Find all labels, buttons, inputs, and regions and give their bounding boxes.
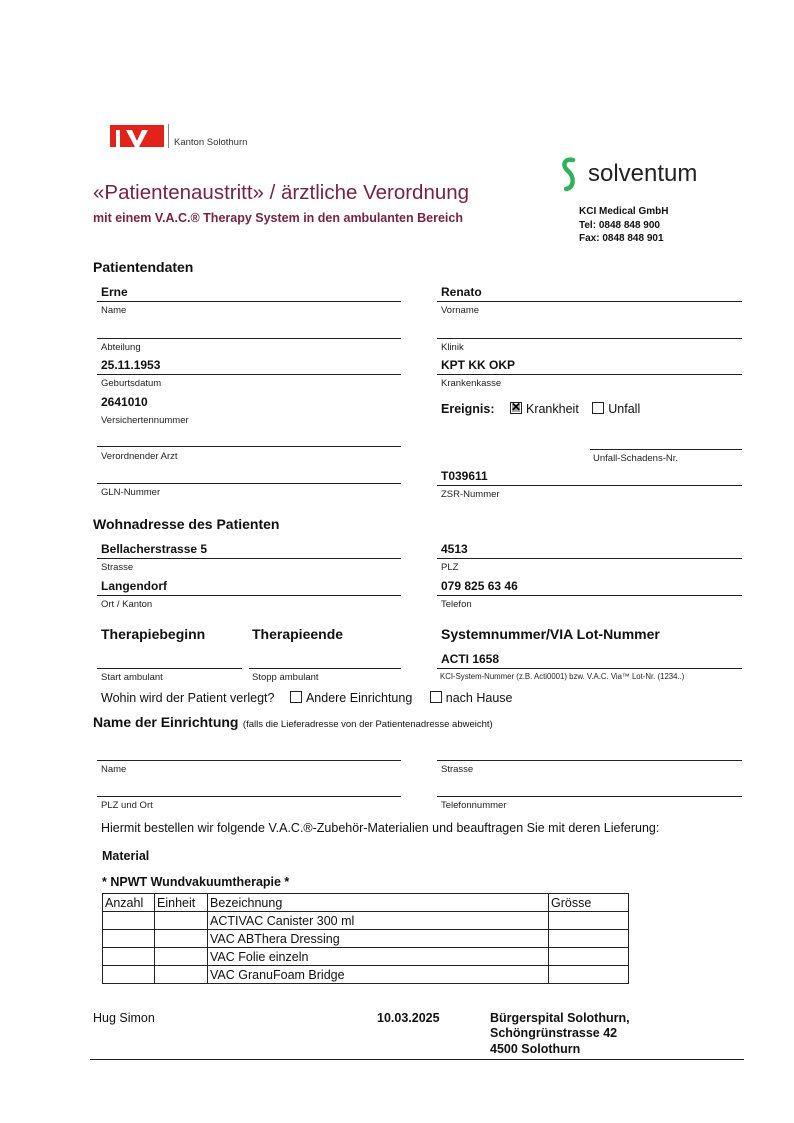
col-einheit: Einheit bbox=[155, 894, 208, 912]
arzt-line bbox=[97, 446, 401, 447]
footer-address-3: 4500 Solothurn bbox=[490, 1042, 581, 1056]
canton-label: Kanton Solothurn bbox=[174, 137, 248, 148]
plz-line bbox=[437, 558, 742, 559]
arzt-label: Verordnender Arzt bbox=[101, 451, 178, 462]
name-label: Name bbox=[101, 305, 127, 316]
groesse-cell[interactable] bbox=[549, 930, 629, 948]
table-row bbox=[103, 948, 629, 966]
nach-hause-checkbox[interactable] bbox=[430, 691, 442, 703]
einrichtung-telefon-label: Telefonnummer bbox=[441, 800, 507, 811]
einrichtung-plz-label: PLZ und Ort bbox=[101, 800, 153, 811]
ort-line bbox=[97, 595, 401, 596]
andere-einrichtung-checkbox[interactable] bbox=[290, 691, 302, 703]
footer-name: Hug Simon bbox=[93, 1011, 155, 1025]
ereignis-row bbox=[441, 402, 640, 416]
zsr-line bbox=[437, 485, 742, 486]
material-title: Material bbox=[102, 849, 150, 863]
section-wohnadresse: Wohnadresse des Patienten bbox=[93, 516, 280, 532]
anzahl-cell[interactable] bbox=[103, 948, 155, 966]
plz-label: PLZ bbox=[441, 562, 459, 573]
start-label: Start ambulant bbox=[101, 672, 163, 683]
einrichtung-name-label: Name bbox=[101, 764, 127, 775]
vorname-line bbox=[437, 301, 742, 302]
name-line bbox=[97, 301, 401, 302]
geburtsdatum-label: Geburtsdatum bbox=[101, 378, 162, 389]
gln-label: GLN-Nummer bbox=[101, 487, 161, 498]
name-value[interactable]: Erne bbox=[101, 285, 128, 299]
ort-label: Ort / Kanton bbox=[101, 599, 153, 610]
brand-name: solventum bbox=[588, 160, 698, 187]
strasse-line bbox=[97, 558, 401, 559]
table-header-row bbox=[103, 894, 629, 912]
stopp-label: Stopp ambulant bbox=[252, 672, 319, 683]
plz-value[interactable]: 4513 bbox=[441, 542, 468, 556]
groesse-cell[interactable] bbox=[549, 966, 629, 984]
systemnummer-title: Systemnummer/VIA Lot-Nummer bbox=[441, 626, 660, 642]
col-groesse: Grösse bbox=[549, 894, 629, 912]
strasse-label: Strasse bbox=[101, 562, 134, 573]
einrichtung-title: Name der Einrichtung bbox=[93, 714, 239, 730]
solventum-logo-icon bbox=[556, 155, 586, 195]
page-subtitle: mit einem V.A.C.® Therapy System in den ambulanten Bereich bbox=[93, 211, 463, 225]
einrichtung-heading bbox=[93, 714, 493, 732]
groesse-cell[interactable] bbox=[549, 948, 629, 966]
table-row bbox=[103, 966, 629, 984]
system-line bbox=[437, 668, 742, 669]
verlegung-question: Wohin wird der Patient verlegt? bbox=[101, 691, 275, 705]
company-fax: Fax: 0848 848 901 bbox=[579, 233, 664, 244]
npwt-title: * NPWT Wundvakuumtherapie * bbox=[102, 875, 290, 889]
versicherten-label: Versichertennummer bbox=[101, 415, 189, 426]
system-label: KCI-System-Nummer (z.B. Acti0001) bzw. V.A.C. Via™ Lot-Nr. (1234..) bbox=[440, 672, 685, 681]
start-line bbox=[97, 668, 242, 669]
unfall-nr-label: Unfall-Schadens-Nr. bbox=[593, 453, 679, 464]
einheit-cell[interactable] bbox=[155, 930, 208, 948]
table-row bbox=[103, 930, 629, 948]
einheit-cell[interactable] bbox=[155, 912, 208, 930]
strasse-value[interactable]: Bellacherstrasse 5 bbox=[101, 542, 208, 556]
company-name: KCI Medical GmbH bbox=[579, 206, 669, 217]
footer-line bbox=[90, 1059, 744, 1060]
col-bezeichnung: Bezeichnung bbox=[208, 894, 549, 912]
col-anzahl: Anzahl bbox=[103, 894, 155, 912]
verlegung-row bbox=[101, 691, 512, 705]
abteilung-label: Abteilung bbox=[101, 342, 141, 353]
krankenkasse-value[interactable]: KPT KK OKP bbox=[441, 358, 516, 372]
anzahl-cell[interactable] bbox=[103, 912, 155, 930]
therapiebeginn-title: Therapiebeginn bbox=[101, 626, 206, 642]
page-title: «Patientenaustritt» / ärztliche Verordnung bbox=[93, 181, 470, 204]
footer-date: 10.03.2025 bbox=[377, 1011, 440, 1025]
einrichtung-telefon-line bbox=[437, 796, 742, 797]
einrichtung-strasse-label: Strasse bbox=[441, 764, 474, 775]
einrichtung-note: (falls die Lieferadresse von der Patientenadresse abweicht) bbox=[242, 719, 493, 730]
table-row bbox=[103, 912, 629, 930]
bezeichnung-cell: VAC Folie einzeln bbox=[208, 948, 549, 966]
order-text: Hiermit bestellen wir folgende V.A.C.®-Zubehör-Materialien und beauftragen Sie mit deren Lieferung: bbox=[101, 821, 660, 835]
abteilung-line bbox=[97, 338, 401, 339]
telefon-value[interactable]: 079 825 63 46 bbox=[441, 579, 518, 593]
telefon-label: Telefon bbox=[441, 599, 472, 610]
nach-hause-label: nach Hause bbox=[445, 691, 513, 705]
logo-divider bbox=[168, 124, 169, 148]
unfall-nr-line bbox=[590, 449, 742, 450]
einrichtung-name-line bbox=[97, 760, 401, 761]
unfall-label: Unfall bbox=[608, 402, 641, 416]
system-value[interactable]: ACTI 1658 bbox=[441, 652, 500, 666]
kanton-solothurn-logo bbox=[110, 125, 164, 147]
klinik-label: Klinik bbox=[441, 342, 464, 353]
andere-einrichtung-label: Andere Einrichtung bbox=[305, 691, 413, 705]
einrichtung-plz-line bbox=[97, 796, 401, 797]
footer-address-1: Bürgerspital Solothurn, bbox=[490, 1011, 630, 1025]
krankheit-label: Krankheit bbox=[525, 402, 579, 416]
vorname-label: Vorname bbox=[441, 305, 480, 316]
anzahl-cell[interactable] bbox=[103, 966, 155, 984]
bezeichnung-cell: VAC GranuFoam Bridge bbox=[208, 966, 549, 984]
anzahl-cell[interactable] bbox=[103, 930, 155, 948]
einheit-cell[interactable] bbox=[155, 948, 208, 966]
zsr-value[interactable]: T039611 bbox=[441, 469, 488, 483]
groesse-cell[interactable] bbox=[549, 912, 629, 930]
material-table bbox=[102, 893, 629, 984]
footer-address-2: Schöngrünstrasse 42 bbox=[490, 1026, 618, 1040]
zsr-label: ZSR-Nummer bbox=[441, 489, 500, 500]
vorname-value[interactable]: Renato bbox=[441, 285, 482, 299]
klinik-line bbox=[437, 338, 742, 339]
einheit-cell[interactable] bbox=[155, 966, 208, 984]
krankenkasse-label: Krankenkasse bbox=[441, 378, 502, 389]
einrichtung-strasse-line bbox=[437, 760, 742, 761]
stopp-line bbox=[249, 668, 401, 669]
gln-line bbox=[97, 483, 401, 484]
geburtsdatum-line bbox=[97, 374, 401, 375]
bezeichnung-cell: ACTIVAC Canister 300 ml bbox=[208, 912, 549, 930]
therapieende-title: Therapieende bbox=[252, 626, 344, 642]
company-tel: Tel: 0848 848 900 bbox=[579, 220, 660, 231]
ort-value[interactable]: Langendorf bbox=[101, 579, 167, 593]
unfall-checkbox[interactable] bbox=[592, 402, 604, 414]
bezeichnung-cell: VAC ABThera Dressing bbox=[208, 930, 549, 948]
geburtsdatum-value[interactable]: 25.11.1953 bbox=[101, 358, 161, 372]
telefon-line bbox=[437, 595, 742, 596]
ereignis-label: Ereignis: bbox=[441, 402, 495, 416]
section-patientendaten: Patientendaten bbox=[93, 259, 194, 275]
krankheit-checkbox[interactable] bbox=[510, 402, 522, 414]
versicherten-value[interactable]: 2641010 bbox=[101, 395, 148, 409]
krankenkasse-line bbox=[437, 374, 742, 375]
